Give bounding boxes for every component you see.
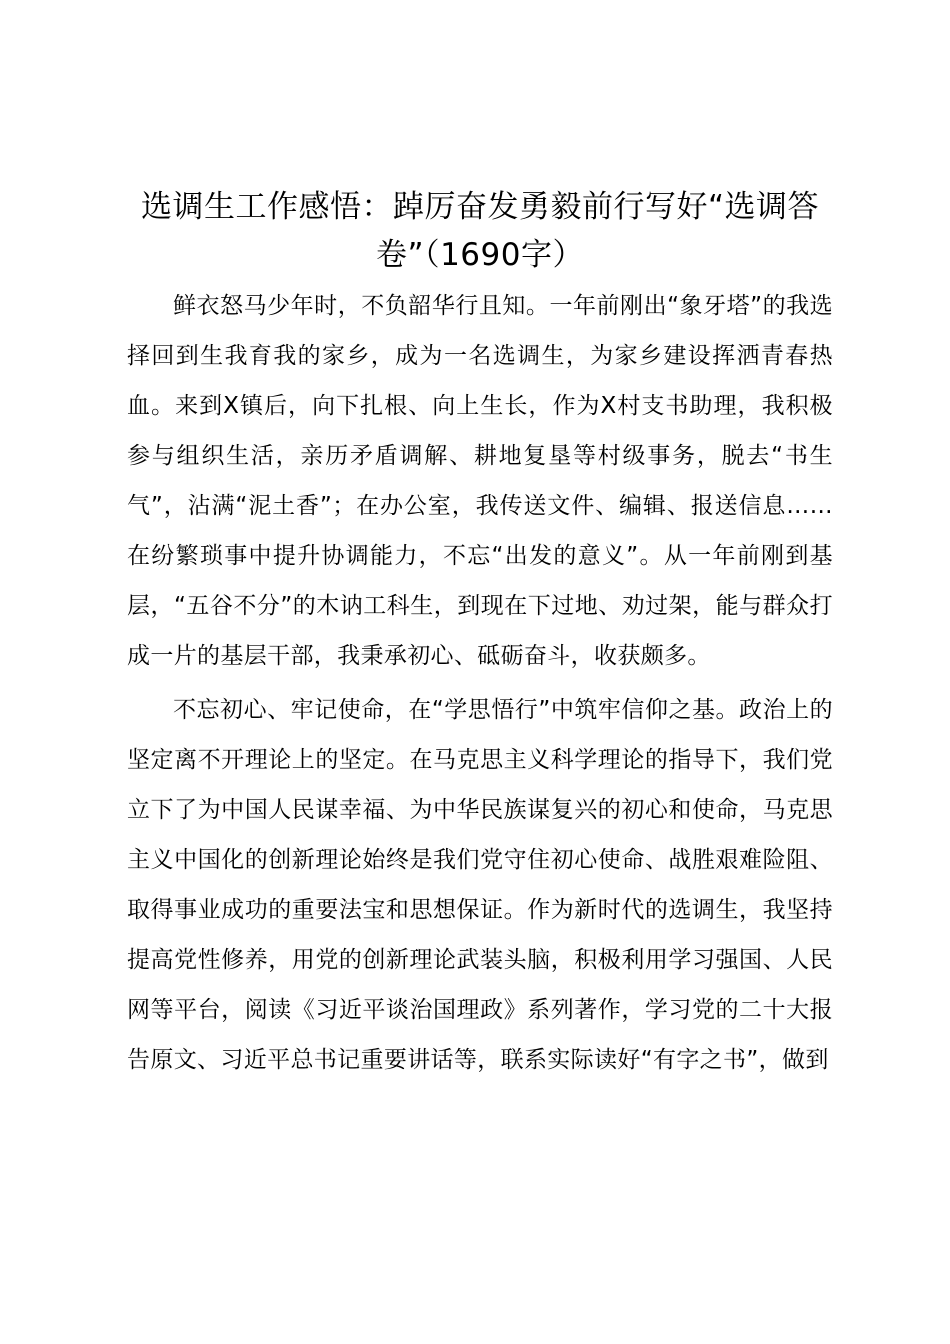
paragraph-intro: 鲜衣怒马少年时，不负韶华行且知。一年前刚出“象牙塔”的我选择回到生我育我的家乡，成为一名选调生，为家乡建设挥洒青春热血。来到X镇后，向下扎根、向上生长，作为X村支书助理，我积极参与组织生活，亲历矛盾调解、耕地复垦等村级事务，脱去“书生气”，沾满“泥土香”；在办公室，我传送文件、编辑、报送信息……在纷繁琐事中提升协调能力，不忘“出发的意义”。从一年前刚到基层，“五谷不分”的木讷工科生，到现在下过地、劝过架，能与群众打成一片的基层干部，我秉承初心、砥砺奋斗，收获颇多。 [127, 293, 833, 669]
document-title: 选调生工作感悟：踔厉奋发勇毅前行写好“选调答卷”（1690字） [140, 189, 820, 273]
document-text [127, 281, 833, 1085]
document-body [127, 183, 833, 1085]
paragraph-faith: 不忘初心、牢记使命，在“学思悟行”中筑牢信仰之基。政治上的坚定离不开理论上的坚定。在马克思主义科学理论的指导下，我们党立下了为中国人民谋幸福、为中华民族谋复兴的初心和使命，马克思主义中国化的创新理论始终是我们党守住初心使命、战胜艰难险阻、取得事业成功的重要法宝和思想保证。作为新时代的选调生，我坚持提高党性修养，用党的创新理论武装头脑，积极利用学习强国、人民网等平台，阅读《习近平谈治国理政》系列著作，学习党的二十大报告原文、习近平总书记重要讲话等，联系实际读好“有字之书”，做到 [127, 697, 833, 1073]
